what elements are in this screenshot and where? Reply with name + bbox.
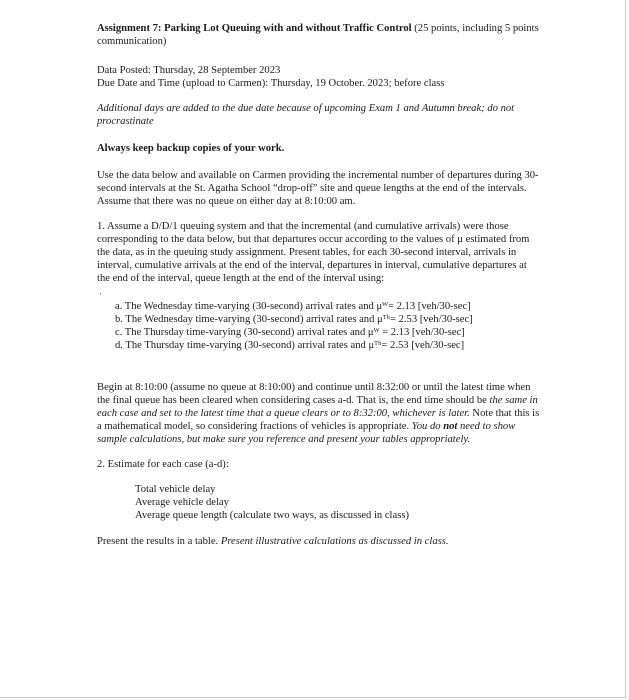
document-body	[97, 22, 542, 548]
dates-block	[97, 64, 542, 90]
case-b: b. The Wednesday time-varying (30-second) arrival rates and μᵀʰ= 2.53 [veh/30-sec]	[115, 314, 473, 325]
final-text: Present the results in a table.	[97, 536, 221, 547]
date-posted: Data Posted: Thursday, 28 September 2023	[97, 65, 281, 76]
title-bold: Assignment 7: Parking Lot Queuing with and without Traffic Control	[97, 23, 412, 34]
begin-italic-3: need to show sample calculations, but make sure you reference and present your tables appropriately.	[97, 421, 516, 445]
case-d: d. The Thursday time-varying (30-second) arrival rates and μᵀʰ= 2.53 [veh/30-sec]	[115, 340, 465, 351]
measures-list	[97, 483, 542, 522]
bullet-mark: ·	[99, 289, 102, 299]
case-a: a. The Wednesday time-varying (30-second) arrival rates and μᵂ= 2.13 [veh/30-sec]	[115, 301, 471, 312]
final-italic: Present illustrative calculations as discussed in class.	[220, 536, 449, 547]
due-date-note: Additional days are added to the due date because of upcoming Exam 1 and Autumn break; do not procrastinate	[97, 103, 515, 127]
final-instruction	[97, 535, 542, 548]
begin-paragraph	[97, 381, 542, 446]
begin-italic-2: You do	[411, 421, 444, 432]
measure-total-delay: Total vehicle delay	[135, 484, 216, 495]
case-c: c. The Thursday time-varying (30-second) arrival rates and μᵂ = 2.13 [veh/30-sec]	[115, 327, 465, 338]
begin-text: Begin at 8:10:00 (assume no queue at 8:10:00) and continue until 8:32:00 or until the latest time when the final queue has been cleared when considering cases a-d. That is, the end time should be	[97, 382, 531, 406]
backup-warning: Always keep backup copies of your work.	[97, 143, 285, 154]
question-2: 2. Estimate for each case (a-d):	[97, 459, 229, 470]
date-due: Due Date and Time (upload to Carmen): Thursday, 19 October. 2023; before class	[97, 78, 445, 89]
begin-text-2: Note that this is a mathematical model, so considering fractions of vehicles is appropriate.	[97, 408, 540, 432]
begin-italic-1: the same in each case and set to the latest time that a queue clears or to 8:32:00, whichever is later.	[97, 395, 538, 419]
spacer	[97, 352, 542, 381]
measure-queue-length: Average queue length (calculate two ways, as discussed in class)	[135, 510, 409, 521]
intro-paragraph: Use the data below and available on Carmen providing the incremental number of departures during 30-second intervals at the St. Agatha School “drop-off” site and queue lengths at the end of the intervals. Assume that there was no queue on either day at 8:10:00 am.	[97, 170, 539, 207]
question-1: 1. Assume a D/D/1 queuing system and that the incremental (and cumulative arrivals) were those corresponding to the data below, but that departures occur according to the values of μ estimated from the data, as in the queuing study assignment. Present tables, for each 30-second interval, arrivals in interval, cumulative arrivals at the end of the interval, departures in interval, cumulative departures at the end of the interval, queue length at the end of the interval using:	[97, 221, 530, 284]
assignment-title	[97, 22, 542, 48]
title-rest: (25 points, including 5 points communication)	[97, 23, 539, 47]
begin-not-bold: not	[443, 421, 458, 432]
case-list	[97, 300, 542, 352]
measure-average-delay: Average vehicle delay	[135, 497, 229, 508]
